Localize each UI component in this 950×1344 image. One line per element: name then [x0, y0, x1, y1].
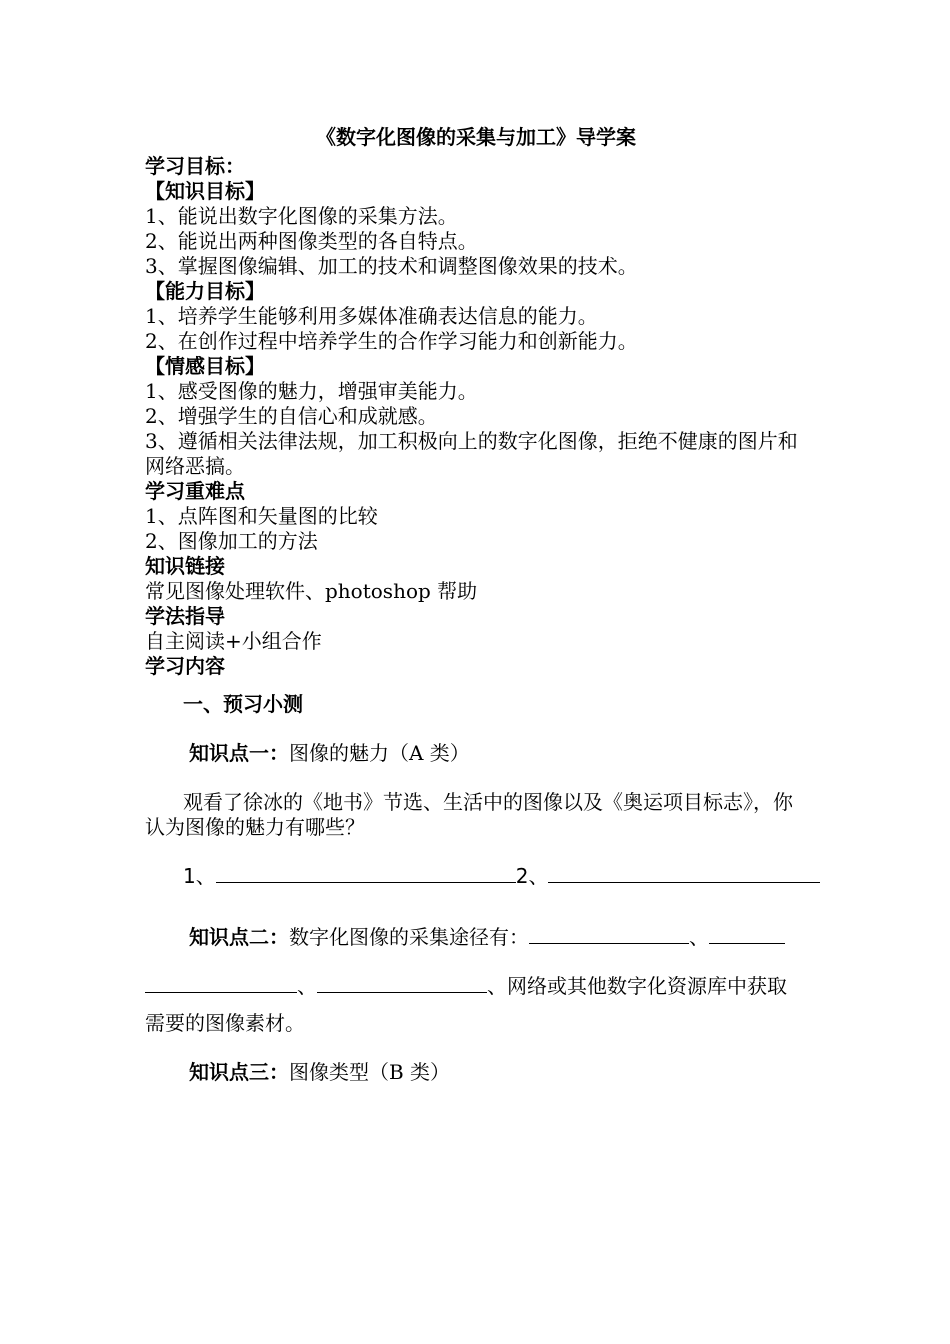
point1-line — [145, 741, 807, 766]
emotion-goal-item: 3、遵循相关法律法规，加工积极向上的数字化图像，拒绝不健康的图片和网络恶搞。 — [145, 429, 798, 478]
key-point-item: 2、图像加工的方法 — [145, 529, 318, 553]
goals-heading: 学习目标： — [145, 154, 245, 178]
collection-blank-1[interactable] — [529, 925, 689, 944]
point2-text-end: 、网络或其他数字化资源库中获取 — [487, 974, 787, 998]
point2-sep1: 、 — [689, 925, 709, 949]
point2-text-start: 数字化图像的采集途径有： — [289, 925, 529, 949]
blank2-number: 2、 — [515, 864, 549, 888]
point2-line — [145, 925, 807, 950]
answer-blank-2[interactable] — [548, 864, 820, 883]
collection-blank-3[interactable] — [317, 974, 487, 993]
point3-text: 图像类型（B 类） — [289, 1060, 451, 1084]
point2-line-2 — [145, 974, 807, 999]
point1-answer-row — [145, 864, 807, 889]
method-text: 自主阅读+小组合作 — [145, 629, 322, 653]
ability-goal-item: 1、培养学生能够利用多媒体准确表达信息的能力。 — [145, 304, 598, 328]
ability-goal-item: 2、在创作过程中培养学生的合作学习能力和创新能力。 — [145, 329, 638, 353]
document-title: 《数字化图像的采集与加工》导学案 — [316, 125, 636, 149]
point2-label: 知识点二： — [189, 925, 289, 949]
links-text: 常见图像处理软件、photoshop 帮助 — [145, 579, 478, 603]
knowledge-goal-heading: 【知识目标】 — [145, 179, 265, 203]
method-heading: 学法指导 — [145, 604, 225, 628]
emotion-goal-item: 2、增强学生的自信心和成就感。 — [145, 404, 438, 428]
point1-question: 观看了徐冰的《地书》节选、生活中的图像以及《奥运项目标志》，你认为图像的魅力有哪些？ — [145, 790, 793, 839]
collection-blank-2a[interactable] — [709, 925, 785, 944]
preview-heading: 一、预习小测 — [183, 692, 303, 716]
blank1-number: 1、 — [183, 864, 216, 888]
content-heading: 学习内容 — [145, 654, 225, 678]
point1-label: 知识点一： — [189, 741, 289, 765]
ability-goal-heading: 【能力目标】 — [145, 279, 265, 303]
knowledge-goal-item: 3、掌握图像编辑、加工的技术和调整图像效果的技术。 — [145, 254, 638, 278]
links-heading: 知识链接 — [145, 554, 225, 578]
emotion-goal-heading: 【情感目标】 — [145, 354, 265, 378]
knowledge-goal-item: 2、能说出两种图像类型的各自特点。 — [145, 229, 478, 253]
emotion-goal-item: 1、感受图像的魅力，增强审美能力。 — [145, 379, 478, 403]
knowledge-goal-item: 1、能说出数字化图像的采集方法。 — [145, 204, 458, 228]
collection-blank-2b[interactable] — [145, 974, 297, 993]
answer-blank-1[interactable] — [216, 864, 516, 883]
point2-sep2: 、 — [297, 974, 317, 998]
point2-line-3: 需要的图像素材。 — [145, 1011, 305, 1035]
point3-label: 知识点三： — [189, 1060, 289, 1084]
key-points-heading: 学习重难点 — [145, 479, 245, 503]
point3-line — [145, 1060, 807, 1085]
point1-text: 图像的魅力（A 类） — [289, 741, 470, 765]
document-page — [145, 120, 807, 1085]
key-point-item: 1、点阵图和矢量图的比较 — [145, 504, 378, 528]
